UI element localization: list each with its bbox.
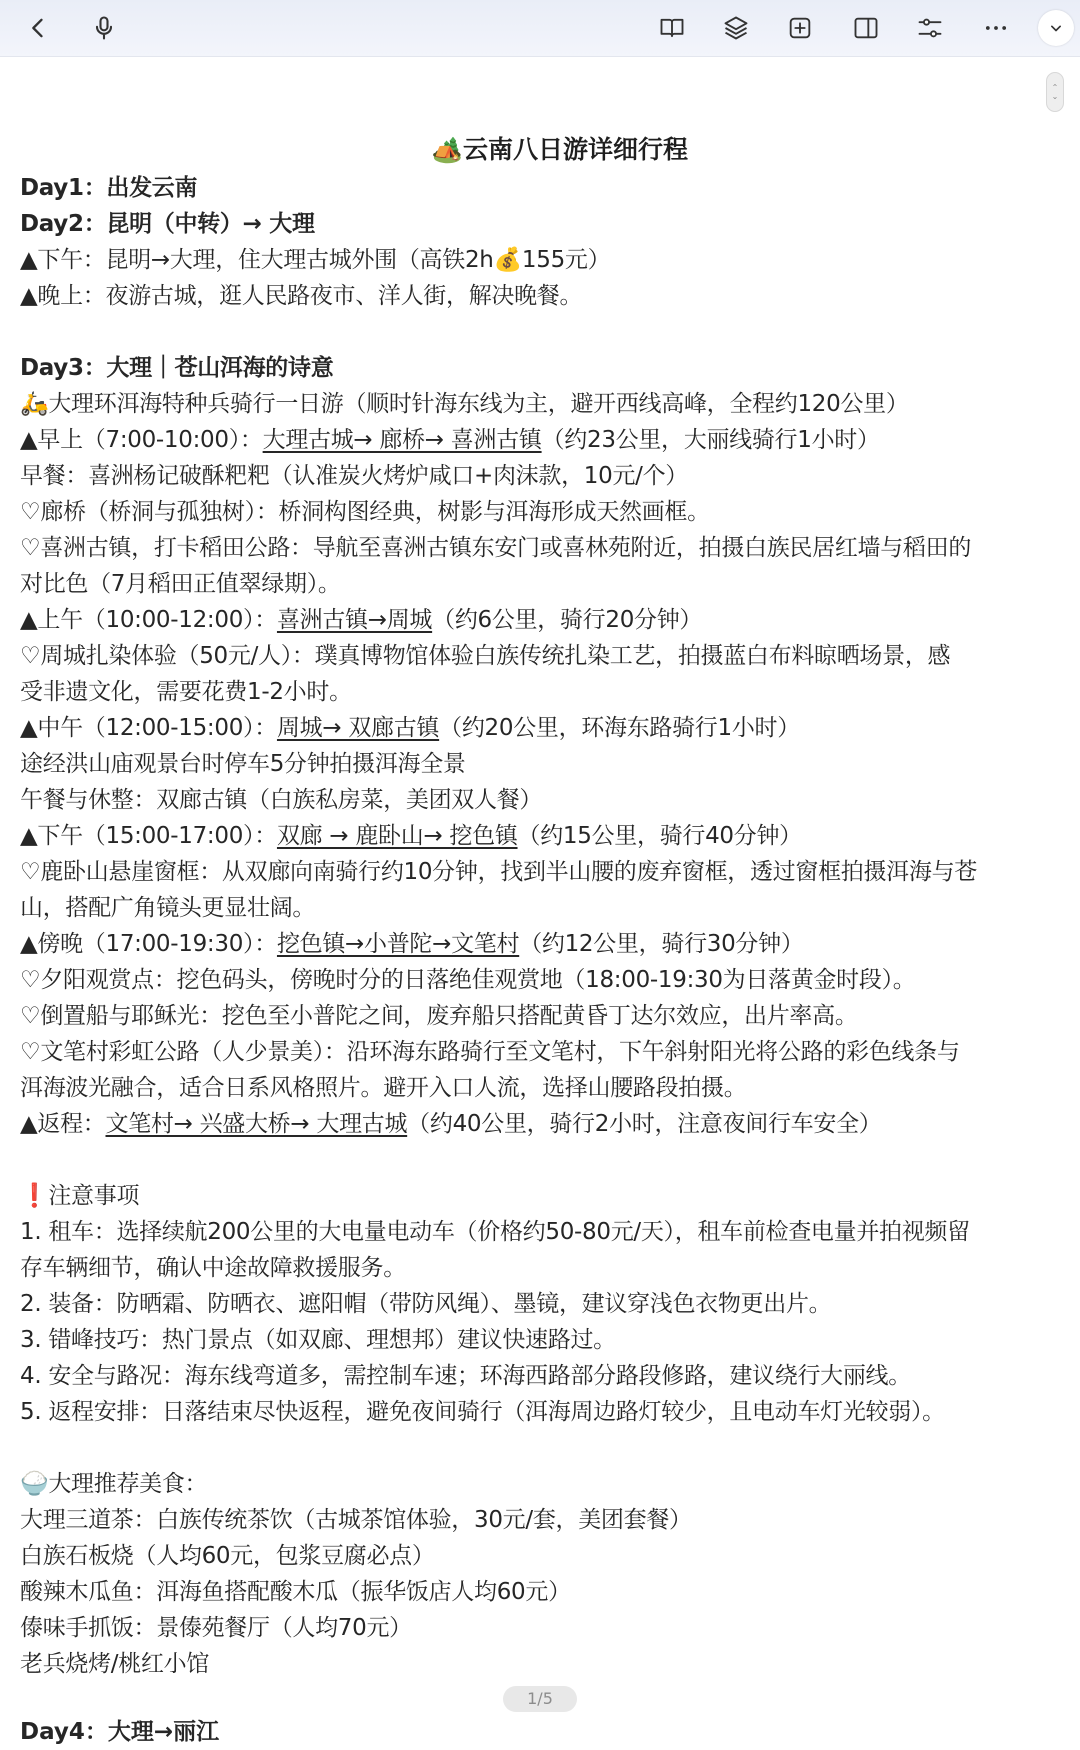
text-line: ♡喜洲古镇，打卡稻田公路：导航至喜洲古镇东安门或喜林苑附近，拍摄白族民居红墙与稻田的 (20, 535, 972, 561)
microphone-icon[interactable] (86, 10, 122, 46)
route-link: 挖色镇→小普陀→文笔村 (276, 931, 520, 957)
text-line: 受非遗文化，需要花费1-2小时。 (20, 679, 352, 705)
text-line: 白族石板烧（人均60元，包浆豆腐必点） (20, 1543, 435, 1569)
text-line: ♡文笔村彩虹公路（人少景美）：沿环海东路骑行至文笔村，下午斜射阳光将公路的彩色线条与 (20, 1039, 960, 1065)
text-line: 傣味手抓饭：景傣苑餐厅（人均70元） (20, 1615, 412, 1641)
blank-line (20, 1430, 1070, 1466)
more-icon[interactable] (978, 10, 1014, 46)
text-line: 午餐与休整：双廊古镇（白族私房菜，美团双人餐） (20, 787, 543, 813)
line-prefix: ▲上午（10:00-12:00）： (20, 607, 277, 633)
text-line: 3. 错峰技巧：热门景点（如双廊、理想邦）建议快速路过。 (20, 1327, 616, 1353)
text-line: Day1：出发云南 (20, 175, 198, 201)
text-line: 途经洪山庙观景台时停车5分钟拍摄洱海全景 (20, 751, 466, 777)
scroll-handle[interactable] (1046, 72, 1064, 112)
add-note-icon[interactable] (782, 10, 818, 46)
text-line: 存车辆细节，确认中途故障救援服务。 (20, 1255, 406, 1281)
text-line: ♡夕阳观赏点：挖色码头，傍晚时分的日落绝佳观赏地（18:00-19:30为日落黄金时段）。 (20, 967, 916, 993)
blank-line (20, 1142, 1070, 1178)
line-prefix: ▲傍晚（17:00-19:30）： (20, 931, 277, 957)
page-indicator: 1/5 (503, 1686, 577, 1712)
line-suffix: （约20公里，环海东路骑行1小时） (439, 715, 800, 741)
text-line (20, 926, 1070, 962)
line-suffix: （约40公里，骑行2小时，注意夜间行车安全） (407, 1111, 882, 1137)
blank-line (20, 314, 1070, 350)
document-body (20, 170, 1070, 1682)
text-line: ♡廊桥（桥洞与孤独树）：桥洞构图经典，树影与洱海形成天然画框。 (20, 499, 710, 525)
text-line: Day2：昆明（中转）→ 大理 (20, 211, 315, 237)
line-suffix: （约15公里，骑行40分钟） (517, 823, 802, 849)
text-line (20, 422, 1070, 458)
route-link: 喜洲古镇→周城 (276, 607, 433, 633)
next-day-heading: Day4：大理→丽江 (20, 1719, 220, 1745)
text-line (20, 1106, 1070, 1142)
line-prefix: ▲下午（15:00-17:00）： (20, 823, 277, 849)
text-line: ▲晚上：夜游古城，逛人民路夜市、洋人街，解决晚餐。 (20, 283, 583, 309)
scroll-down-arrow-icon: ⌄ (1051, 92, 1059, 101)
route-link: 大理古城→ 廊桥→ 喜洲古镇 (262, 427, 542, 453)
document-page (20, 130, 1070, 1682)
text-line: ♡鹿卧山悬崖窗框：从双廊向南骑行约10分钟，找到半山腰的废弃窗框，透过窗框拍摄洱海与苍 (20, 859, 977, 885)
text-line: 早餐：喜洲杨记破酥粑粑（认准炭火烤炉咸口+肉沫款，10元/个） (20, 463, 688, 489)
reader-toolbar (0, 0, 1080, 57)
chevron-down-icon[interactable] (1038, 10, 1074, 46)
text-line: 酸辣木瓜鱼：洱海鱼搭配酸木瓜（振华饭店人均60元） (20, 1579, 571, 1605)
text-line: 🍚大理推荐美食： (20, 1471, 208, 1497)
text-line: 大理三道茶：白族传统茶饮（古城茶馆体验，30元/套，美团套餐） (20, 1507, 692, 1533)
text-line: 老兵烧烤/桃红小馆 (20, 1651, 210, 1677)
text-line: 🛵大理环洱海特种兵骑行一日游（顺时针海东线为主，避开西线高峰，全程约120公里） (20, 391, 909, 417)
sidebar-icon[interactable] (848, 10, 884, 46)
line-suffix: （约6公里，骑行20分钟） (432, 607, 703, 633)
line-suffix: （约23公里，大丽线骑行1小时） (541, 427, 880, 453)
line-prefix: ▲中午（12:00-15:00）： (20, 715, 277, 741)
document-title: 🏕️云南八日游详细行程 (431, 135, 689, 164)
text-line: 4. 安全与路况：海东线弯道多，需控制车速；环海西路部分路段修路，建议绕行大丽线。 (20, 1363, 911, 1389)
text-line: ♡倒置船与耶稣光：挖色至小普陀之间，废弃船只搭配黄昏丁达尔效应，出片率高。 (20, 1003, 858, 1029)
text-line: 洱海波光融合，适合日系风格照片。避开入口人流，选择山腰路段拍摄。 (20, 1075, 747, 1101)
text-line: 1. 租车：选择续航200公里的大电量电动车（价格约50-80元/天），租车前检查电量并拍视频留 (20, 1219, 970, 1245)
text-line: ▲下午：昆明→大理，住大理古城外围（高铁2h💰155元） (20, 247, 611, 273)
book-icon[interactable] (654, 10, 690, 46)
sliders-icon[interactable] (912, 10, 948, 46)
text-line: 山，搭配广角镜头更显壮阔。 (20, 895, 316, 921)
text-line: 5. 返程安排：日落结束尽快返程，避免夜间骑行（洱海周边路灯较少，且电动车灯光较弱）。 (20, 1399, 945, 1425)
line-prefix: ▲早上（7:00-10:00）： (20, 427, 263, 453)
text-line (20, 710, 1070, 746)
route-link: 周城→ 双廊古镇 (276, 715, 440, 741)
text-line: 2. 装备：防晒霜、防晒衣、遮阳帽（带防风绳）、墨镜，建议穿浅色衣物更出片。 (20, 1291, 832, 1317)
scroll-up-arrow-icon: ⌃ (1051, 83, 1059, 92)
text-line: ❗注意事项 (20, 1183, 140, 1209)
text-line: Day3：大理｜苍山洱海的诗意 (20, 355, 334, 381)
text-line (20, 818, 1070, 854)
line-prefix: ▲返程： (20, 1111, 106, 1137)
route-link: 双廊 → 鹿卧山→ 挖色镇 (276, 823, 518, 849)
layers-icon[interactable] (718, 10, 754, 46)
text-line: ♡周城扎染体验（50元/人）：璞真博物馆体验白族传统扎染工艺，拍摄蓝白布料晾晒场景，感 (20, 643, 951, 669)
back-icon[interactable] (20, 10, 56, 46)
route-link: 文笔村→ 兴盛大桥→ 大理古城 (105, 1111, 408, 1137)
line-suffix: （约12公里，骑行30分钟） (519, 931, 804, 957)
text-line: 对比色（7月稻田正值翠绿期）。 (20, 571, 341, 597)
text-line (20, 602, 1070, 638)
